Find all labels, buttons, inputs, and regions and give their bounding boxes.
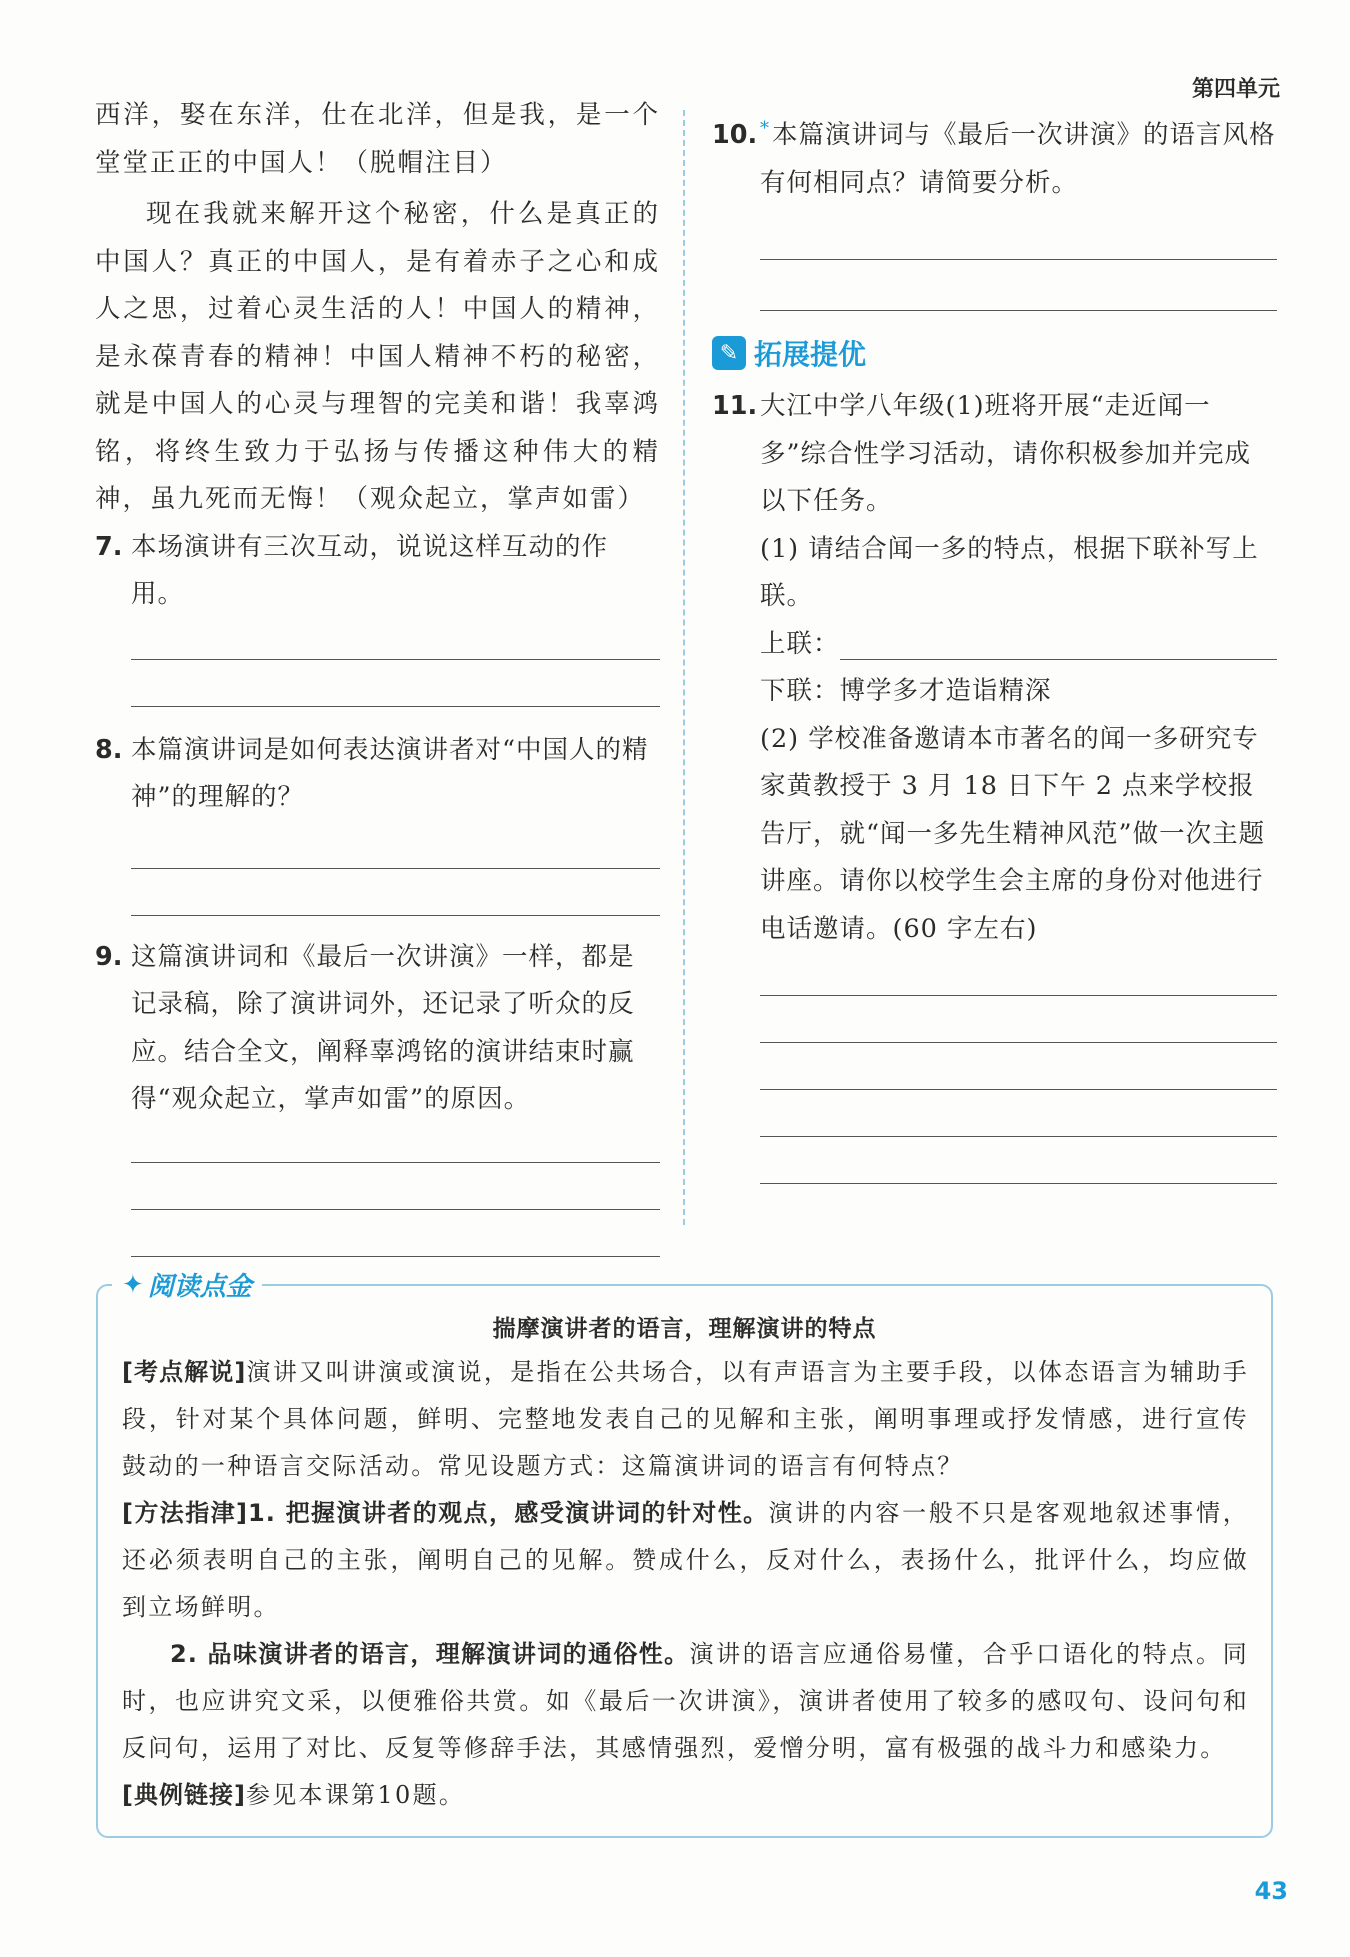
pencil-icon: ✎ [712, 336, 746, 370]
paragraph-text: 演讲的内容一般不只是客观地叙述事情，还必须表明自己的主张，阐明自己的见解。赞成什么，反对什么，表扬什么，批评什么，均应做到立场鲜明。 [122, 1499, 1250, 1621]
section-badge [712, 333, 1277, 373]
paragraph-text: 演讲又叫讲演或演说，是指在公共场合，以有声语言为主要手段，以体态语言为辅助手段，针对某个具体问题，鲜明、完整地发表自己的见解和主张，阐明事理或抒发情感，进行宣传鼓动的一种语言交际活动。常见设题方式：这篇演讲词的语言有何特点？ [122, 1358, 1250, 1480]
box-title [112, 1266, 262, 1303]
answer-line[interactable] [760, 995, 1277, 996]
passage-paragraph: 现在我就来解开这个秘密，什么是真正的中国人？真正的中国人，是有着赤子之心和成人之思，过着心灵生活的人！中国人的精神，是永葆青春的精神！中国人精神不朽的秘密，就是中国人的心灵与理智的完美和谐！我辜鸿铭，将终生致力于弘扬与传播这种伟大的精神，虽九死而无悔！（观众起立，掌声如雷） [95, 199, 660, 514]
exam-point-paragraph [122, 1349, 1249, 1490]
question-text: 本篇演讲词是如何表达演讲者对“中国人的精神”的理解的？ [131, 734, 649, 812]
answer-line[interactable] [131, 1209, 660, 1210]
section-title: 拓展提优 [754, 338, 867, 371]
passage-paragraph: 西洋，娶在东洋，仕在北洋，但是我，是一个堂堂正正的中国人！（脱帽注目） [95, 100, 660, 178]
method-point: 2. 品味演讲者的语言，理解演讲词的通俗性。 [170, 1640, 690, 1668]
subquestion-2: (2) 学校准备邀请本市著名的闻一多研究专家黄教授于 3 月 18 日下午 2 点来学校报告厅，就“闻一多先生精神风范”做一次主题讲座。请你以校学生会主席的身份对他进行电话邀请。(60 字左右) [760, 723, 1266, 944]
box-title-text: 阅读点金 [147, 1272, 252, 1302]
answer-line[interactable] [131, 659, 660, 660]
question-text: 这篇演讲词和《最后一次讲演》一样，都是记录稿，除了演讲词外，还记录了听众的反应。结合全文，阐释辜鸿铭的演讲结束时赢得“观众起立，掌声如雷”的原因。 [131, 941, 635, 1114]
paragraph-text: 参见本课第10题。 [245, 1781, 466, 1809]
star-icon: * [760, 117, 770, 139]
answer-line[interactable] [760, 1136, 1277, 1137]
column-divider [683, 110, 685, 1225]
question-text: 本篇演讲词与《最后一次讲演》的语言风格有何相同点？请简要分析。 [760, 120, 1276, 198]
method-paragraph-2 [122, 1631, 1249, 1772]
question-11 [712, 383, 1277, 526]
answer-line[interactable] [760, 259, 1277, 260]
tag-label: [典例链接] [122, 1781, 246, 1809]
paragraph-text: 演讲的语言应通俗易懂，合乎口语化的特点。同时，也应讲究文采，以便雅俗共赏。如《最后一次讲演》，演讲者使用了较多的感叹句、设问句和反问句，运用了对比、反复等修辞手法，其感情强烈，爱憎分明，富有极强的战斗力和感染力。 [122, 1640, 1249, 1762]
answer-line[interactable] [131, 915, 660, 916]
tag-label: [方法指津] [122, 1499, 249, 1527]
question-text: 本场演讲有三次互动，说说这样互动的作用。 [131, 531, 609, 609]
answer-line[interactable] [760, 1183, 1277, 1184]
upper-couplet-blank[interactable] [840, 623, 1277, 660]
question-10 [712, 112, 1277, 207]
upper-couplet-row [760, 621, 1277, 669]
upper-couplet-label: 上联： [760, 628, 840, 659]
method-point: 1. 把握演讲者的观点，感受演讲词的针对性。 [248, 1499, 769, 1527]
example-link-paragraph [122, 1772, 1249, 1819]
reading-tips-box [96, 1269, 1273, 1838]
answer-line[interactable] [760, 1089, 1277, 1090]
question-8 [95, 727, 660, 822]
answer-line[interactable] [131, 1256, 660, 1257]
question-number: 10. [712, 120, 758, 150]
subquestion-1: (1) 请结合闻一多的特点，根据下联补写上联。 [760, 533, 1259, 611]
question-number: 9. [95, 941, 123, 972]
question-11-parts [760, 526, 1277, 1185]
sparkle-icon: ✦ [122, 1269, 144, 1300]
left-column [95, 100, 660, 1257]
answer-line[interactable] [131, 706, 660, 707]
answer-line[interactable] [131, 868, 660, 869]
answer-line[interactable] [131, 1162, 660, 1163]
question-number: 8. [95, 734, 123, 765]
lower-couplet: 下联：博学多才造诣精深 [760, 676, 1052, 706]
question-9 [95, 934, 660, 1124]
box-heading: 揣摩演讲者的语言，理解演讲的特点 [492, 1316, 877, 1342]
right-column [712, 112, 1277, 1184]
question-text: 大江中学八年级(1)班将开展“走近闻一多”综合性学习活动，请你积极参加并完成以下任务。 [760, 391, 1252, 516]
method-paragraph [122, 1490, 1249, 1631]
answer-line[interactable] [760, 310, 1277, 311]
tag-label: [考点解说] [122, 1358, 247, 1386]
question-number: 7. [95, 531, 123, 562]
page-number: 43 [1254, 1877, 1288, 1905]
question-7 [95, 524, 660, 619]
answer-line[interactable] [760, 1042, 1277, 1043]
unit-label: 第四单元 [1191, 77, 1280, 102]
question-number: 11. [712, 391, 758, 421]
box-body [98, 1343, 1271, 1819]
